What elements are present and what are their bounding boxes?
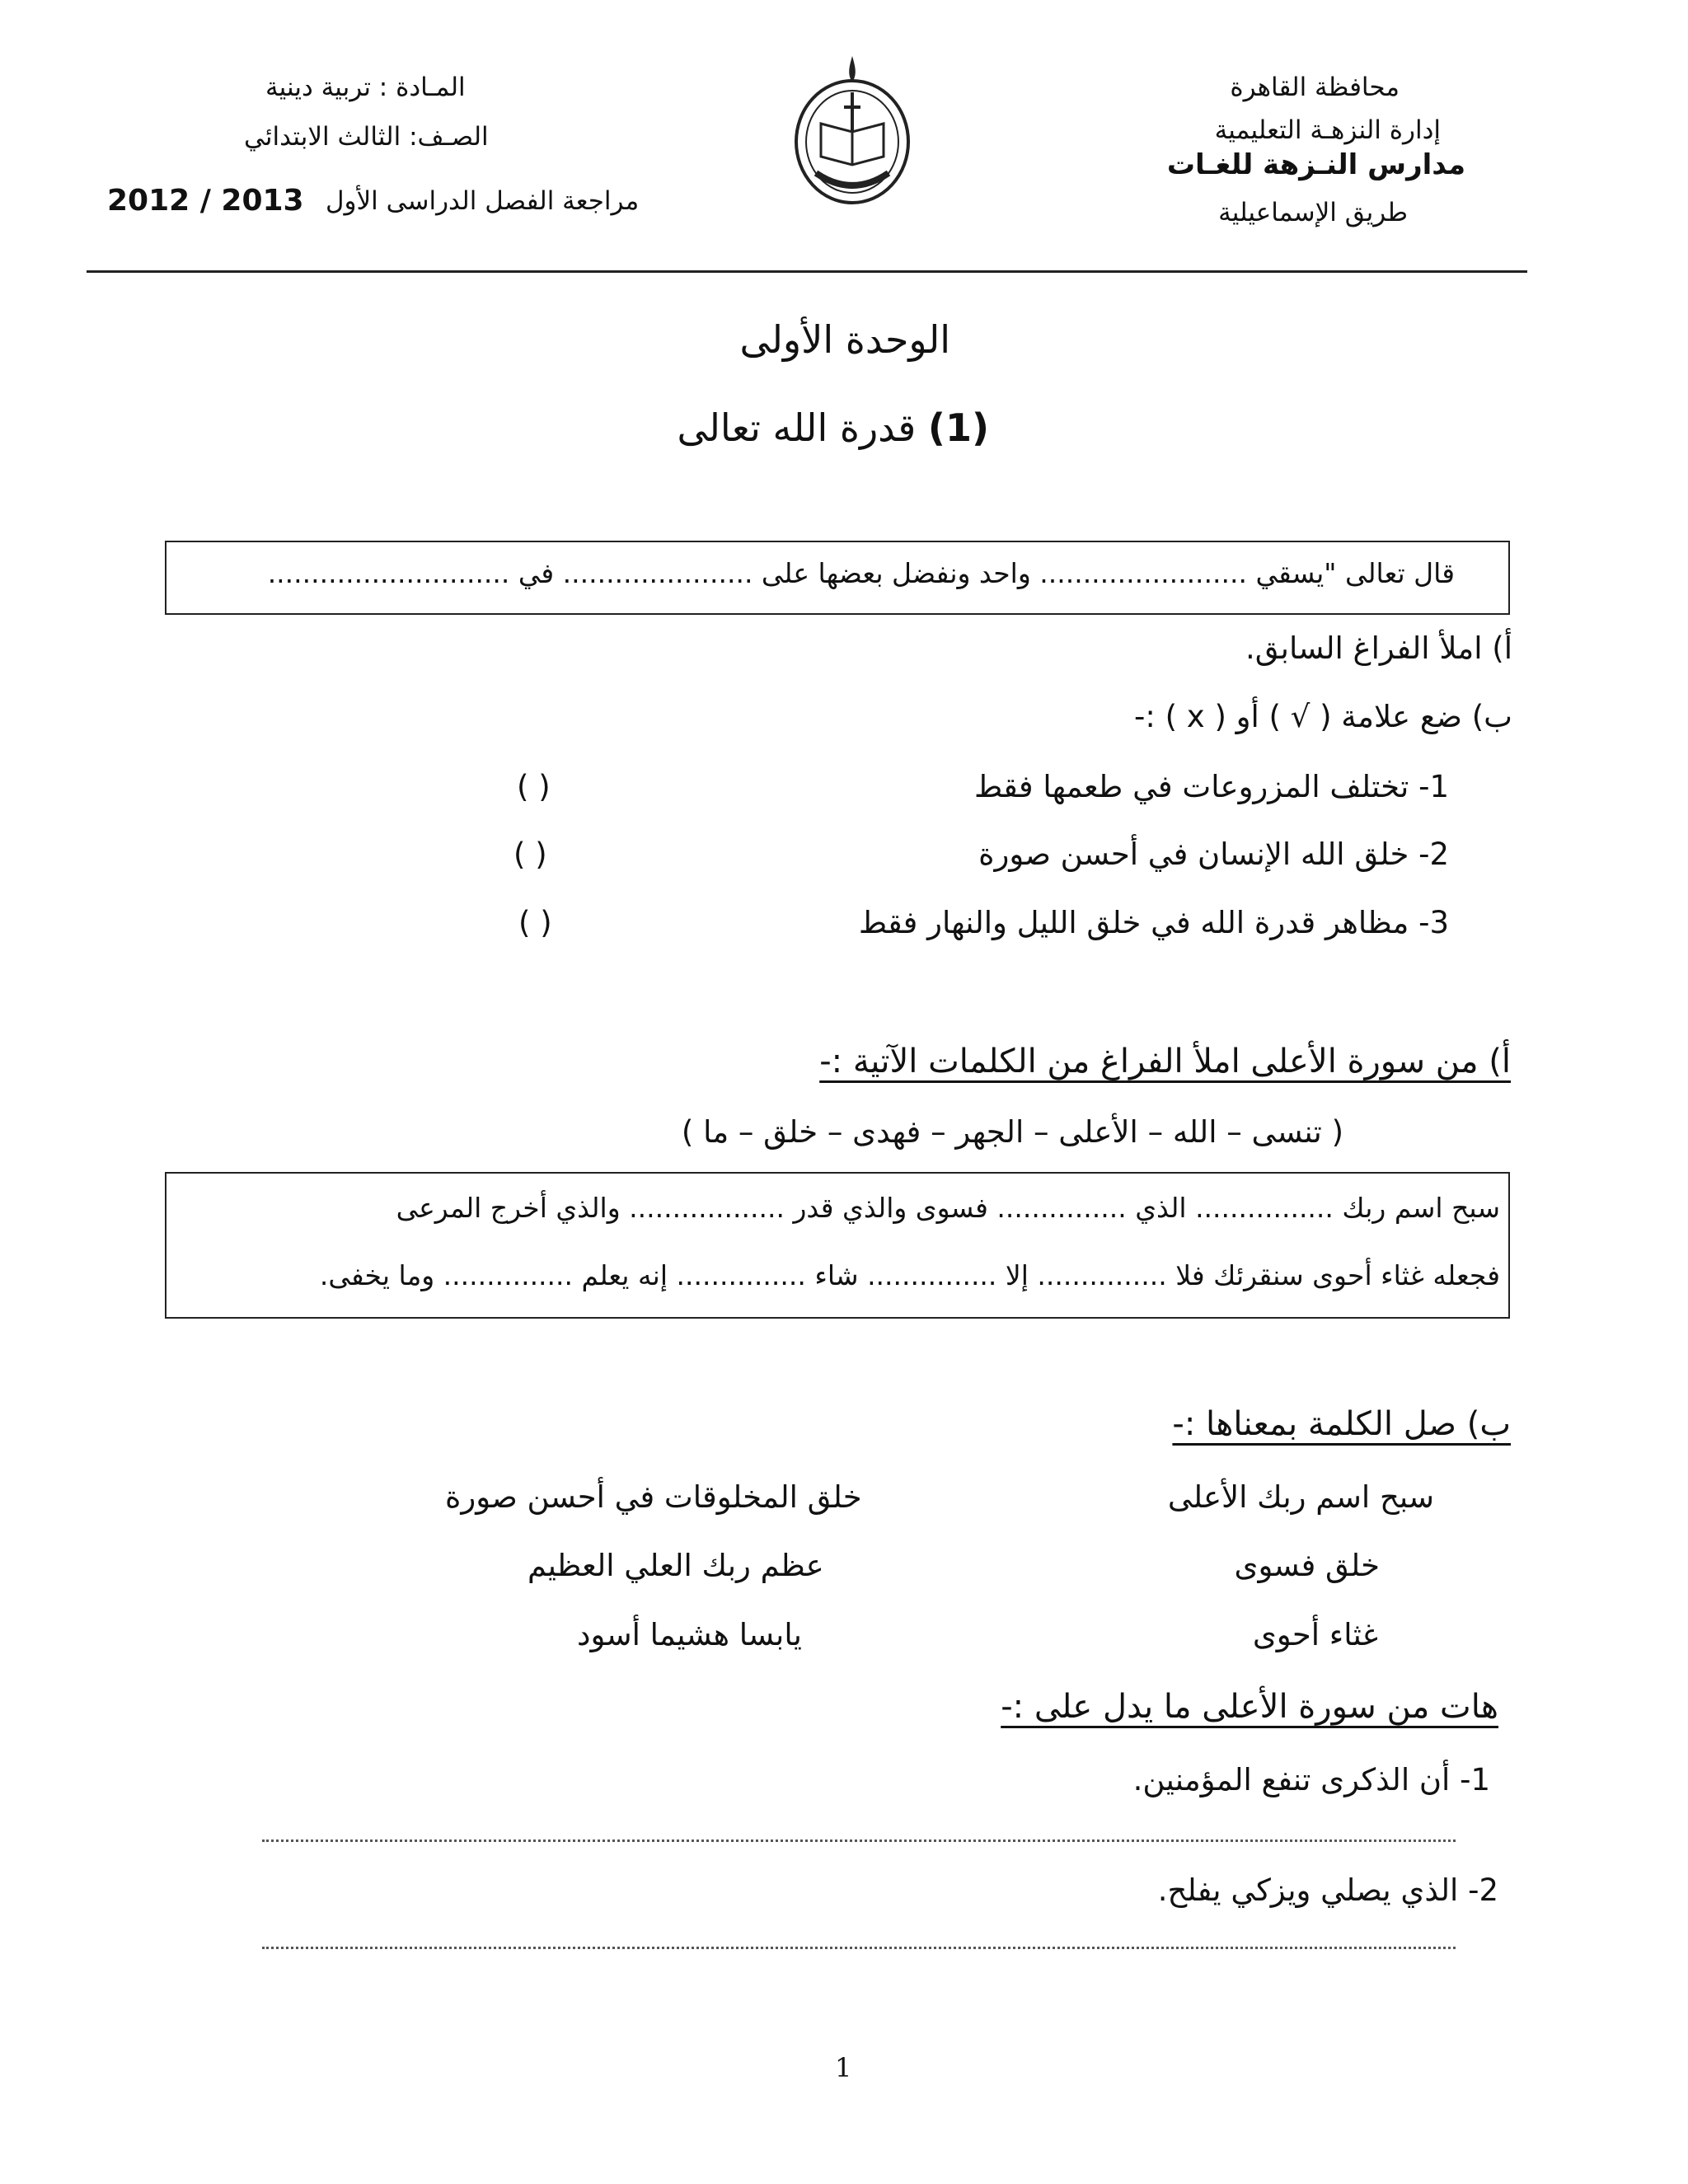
section-match-heading: ب) صل الكلمة بمعناها :-	[1172, 1405, 1511, 1443]
tf-item-1	[974, 769, 1449, 804]
lesson-title	[678, 405, 989, 450]
match-right-2: عظم ربك العلي العظيم	[528, 1548, 824, 1583]
header-class: الصـف: الثالث الابتدائي	[244, 122, 489, 152]
tf-item-number: 3-	[1418, 905, 1449, 940]
tf-item-number: 1-	[1418, 769, 1449, 804]
tf-answer-3[interactable]: ( )	[518, 905, 552, 940]
question-fill-blank: أ) املأ الفراغ السابق.	[1245, 630, 1512, 666]
header-review: مراجعة الفصل الدراسى الأول	[326, 186, 640, 216]
header-subject: المـادة : تربية دينية	[265, 73, 466, 102]
word-bank: ( تنسى – الله – الأعلى – الجهر – فهدى – خلق – ما )	[681, 1114, 1343, 1150]
tf-item-text: مظاهر قدرة الله في خلق الليل والنهار فقط	[858, 905, 1409, 940]
answer-line-2[interactable]	[262, 1947, 1456, 1949]
unit-title: الوحدة الأولى	[739, 317, 950, 362]
evidence-item-1	[1133, 1762, 1490, 1797]
surah-line-1: سبح اسم ربك ................ الذي ............... فسوى والذي قدر .................. والذي أخرج المرعى	[396, 1192, 1500, 1224]
evidence-item-number: 2-	[1468, 1872, 1498, 1908]
header-divider	[87, 270, 1527, 273]
question-true-false: ب) ضع علامة ( √ ) أو ( x ) :-	[1134, 699, 1512, 734]
evidence-item-text: أن الذكرى تنفع المؤمنين.	[1132, 1762, 1451, 1797]
tf-item-3	[859, 905, 1449, 940]
section-fill-from-words-heading: أ) من سورة الأعلى املأ الفراغ من الكلمات الآتية :-	[819, 1043, 1511, 1080]
page-number: 1	[835, 2052, 852, 2083]
match-left-2: خلق فسوى	[1234, 1548, 1380, 1583]
header-road: طريق الإسماعيلية	[1218, 198, 1408, 227]
tf-item-2	[978, 837, 1449, 872]
match-right-3: يابسا هشيما أسود	[577, 1617, 802, 1652]
evidence-item-text: الذي يصلي ويزكي يفلح.	[1157, 1872, 1459, 1908]
evidence-item-2	[1158, 1872, 1498, 1908]
evidence-item-number: 1-	[1460, 1762, 1490, 1797]
surah-line-2: فجعله غثاء أحوى سنقرئك فلا ............... إلا ............... شاء ............... إنه يعلم ............... وما يخفى.	[319, 1259, 1500, 1291]
answer-line-1[interactable]	[262, 1840, 1456, 1842]
header-year: 2012 / 2013	[107, 184, 304, 218]
school-logo	[791, 49, 913, 206]
match-right-1: خلق المخلوقات في أحسن صورة	[445, 1479, 862, 1515]
tf-item-number: 2-	[1418, 837, 1449, 872]
tf-answer-2[interactable]: ( )	[513, 837, 547, 872]
lesson-title-text: قدرة الله تعالى	[677, 405, 917, 450]
verse-text: قال تعالى "يسقي ........................ واحد ونفضل بعضها على ...................... في ............................	[267, 557, 1455, 589]
header-school: مدارس النـزهة للغـات	[1166, 148, 1465, 181]
header-governorate: محافظة القاهرة	[1230, 73, 1400, 102]
lesson-number: (1)	[927, 405, 989, 450]
tf-answer-1[interactable]: ( )	[517, 769, 551, 804]
match-left-3: غثاء أحوى	[1252, 1617, 1378, 1652]
section-give-evidence-heading: هات من سورة الأعلى ما يدل على :-	[1001, 1688, 1498, 1726]
match-left-1: سبح اسم ربك الأعلى	[1167, 1479, 1434, 1515]
tf-item-text: تختلف المزروعات في طعمها فقط	[974, 769, 1409, 804]
header-administration: إدارة النزهـة التعليمية	[1214, 115, 1441, 145]
tf-item-text: خلق الله الإنسان في أحسن صورة	[978, 837, 1409, 872]
